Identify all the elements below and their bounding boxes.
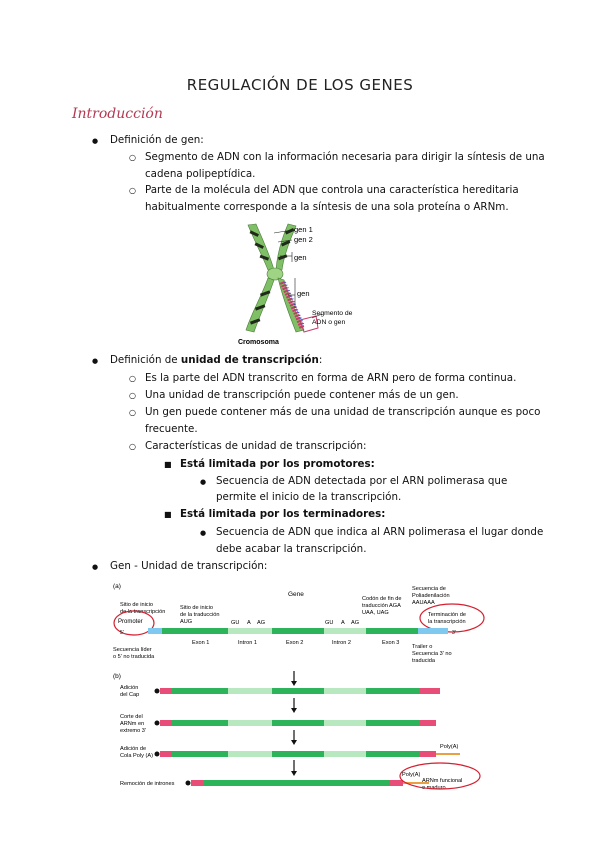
stop-codon-1: Codón de fin de [362,596,402,602]
exon-2 [272,628,324,634]
arrow-2 [291,698,297,713]
intron2-label: Intron 2 [332,640,351,646]
cap-3 [155,752,160,757]
leader-2: o 5' no traducida [113,654,155,660]
bullet-gene-unit: ● Gen - Unidad de transcripción: [110,560,267,573]
utr3-3 [420,751,436,757]
gene-def-item-1-line1: ○ Segmento de ADN con la información necesaria para dirigir la síntesis de una [145,151,545,164]
label-gen2: gen 2 [294,235,313,244]
promoters-desc-line2: permite el inicio de la transcripción. [216,491,402,503]
tx-start-2: de la transcripción [120,609,166,615]
leader-1: Secuencia líder [113,647,152,653]
gene-def-item-1-line2: cadena polipeptídica. [145,168,256,180]
intron-1-row3 [228,751,272,757]
label-gen1: gen 1 [294,225,313,234]
arrow-4 [291,760,297,776]
intron-1-row2 [228,720,272,726]
polya-tail-3 [436,753,460,755]
polya-seq-2: Poliadenilación [412,593,450,599]
page-title: REGULACIÓN DE LOS GENES [186,76,414,94]
utr5-2 [160,720,172,726]
utr3-2 [420,720,436,726]
panel-b-label: (b) [113,673,121,680]
step4: Remoción de intrones [120,781,175,787]
exon-1 [162,628,228,634]
intron-1 [228,628,272,634]
stop-codon-3: UAA, UAG [362,610,389,616]
cap-1 [155,689,160,694]
label-cromosoma: Cromosoma [238,339,279,346]
exon2-label: Exon 2 [286,640,304,646]
arrow-3 [291,730,297,745]
trailer-1: Trailer o [412,644,433,650]
unit-item-1: ○ Es la parte del ADN transcrito en forma de ARN pero de forma continua. [145,372,516,385]
termination-1: Terminación de [428,612,466,618]
bullet-gene-definition: ● Definición de gen: [110,134,204,147]
final-1: ARNm funcional [422,778,463,784]
promoter-region [148,628,162,634]
three-prime-label: 3' [452,630,456,636]
intron1-label: Intron 1 [238,640,257,646]
transcription-unit-diagram [110,578,495,793]
utr3-4 [389,780,403,786]
polya-label-1: Poly(A) [440,744,459,750]
exon1-label: Exon 1 [192,640,210,646]
gu-2: GU [325,620,334,626]
a-1: A [247,620,251,626]
step2-c: extremo 3' [120,728,146,734]
panel-a-label: (a) [113,583,121,590]
pre-mrna-3 [172,751,420,757]
tl-start-1: Sitio de inicio [180,605,213,611]
intron-2-row2 [324,720,366,726]
terminators-desc-line2: debe acabar la transcripción. [216,543,367,555]
unit-label-bold: unidad de transcripción [180,354,319,366]
utr5-1 [160,688,172,694]
gu-1: GU [231,620,240,626]
step2-b: ARNm en [120,721,145,727]
unit-item-3-line2: frecuente. [145,423,198,435]
cap-2 [155,721,160,726]
exon3-label: Exon 3 [382,640,400,646]
chromosome-illustration [230,220,353,348]
tl-start-2: de la traducción [180,612,220,618]
step2-a: Corte del [120,714,143,720]
five-prime-label: 5' [120,630,124,636]
intron-2-row3 [324,751,366,757]
pre-mrna-2 [172,720,420,726]
final-2: o maduro [422,785,446,791]
trailer-region [418,628,448,634]
utr5-3 [160,751,172,757]
cap-4 [186,781,191,786]
tx-start-1: Sitio de inicio [120,602,153,608]
a-2: A [341,620,345,626]
bullet-unit-definition [110,354,322,367]
step3-b: Cola Poly (A) [120,753,153,759]
termination-highlight-circle [420,604,484,632]
label-segment-1: Segmento de [312,310,353,317]
promoters-label: ■ Está limitada por los promotores: [180,458,375,471]
polya-seq-3: AAUAAA [412,600,435,606]
terminators-desc-line1: ● Secuencia de ADN que indica al ARN polimerasa el lugar donde [216,526,543,539]
gene-def-item-2-line1: ○ Parte de la molécula del ADN que controla una característica hereditaria [145,184,519,197]
promoter-label: Promoter [118,619,143,625]
pre-mrna-1 [172,688,420,694]
gene-label: Gene [288,591,304,598]
unit-item-4: ○ Características de unidad de transcripción: [145,440,366,453]
promoters-desc-line1: ● Secuencia de ADN detectada por el ARN polimerasa que [216,475,507,488]
label-gen-b: gen [297,289,310,298]
step1-a: Adición [120,685,139,691]
mature-mrna [203,780,389,786]
exon-3 [366,628,418,634]
termination-2: la transcripción [428,619,466,625]
label-gen-a: gen [294,253,307,262]
tl-start-3: AUG [180,619,193,625]
unit-label-prefix: Definición de [110,354,181,366]
utr5-4 [191,780,203,786]
unit-label-suffix: : [318,354,323,366]
section-heading-intro: Introducción [72,106,163,122]
intron-1-row1 [228,688,272,694]
polya-seq-1: Secuencia de [412,586,446,592]
trailer-2: Secuencia 3' no [412,651,452,657]
unit-item-3-line1: ○ Un gen puede contener más de una unidad de transcripción aunque es poco [145,406,540,419]
stop-codon-2: traducción AGA [362,603,401,609]
unit-item-2: ○ Una unidad de transcripción puede contener más de un gen. [145,389,459,402]
label-segment-2: ADN o gen [312,319,346,326]
utr3-1 [420,688,440,694]
step3-a: Adición de [120,746,147,752]
ag-2: AG [351,620,360,626]
ag-1: AG [257,620,266,626]
intron-2 [324,628,366,634]
step1-b: del Cap [120,692,140,698]
polya-label-2: Poly(A) [402,772,421,778]
gene-def-item-2-line2: habitualmente corresponde a la síntesis de una sola proteína o ARNm. [145,201,509,213]
terminators-label: ■ Está limitada por los terminadores: [180,508,385,521]
intron-2-row1 [324,688,366,694]
trailer-3: traducida [412,658,436,664]
arrow-1 [291,671,297,686]
